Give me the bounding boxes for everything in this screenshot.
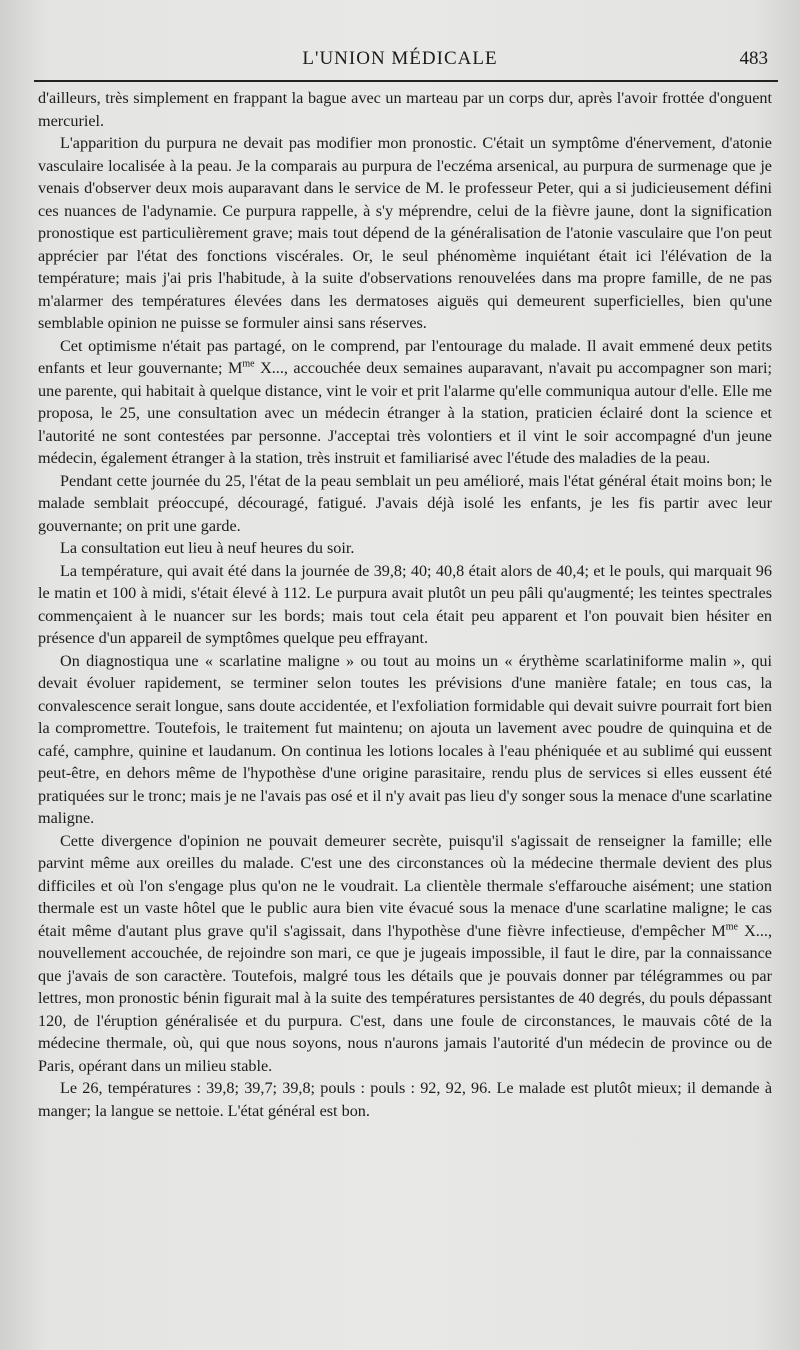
paragraph: d'ailleurs, très simplement en frappant la bague avec un marteau par un corps dur, après l'avoir frottée d'onguent mercuriel. (38, 89, 772, 130)
header-rule (34, 80, 778, 82)
article-body (38, 87, 772, 1122)
paragraph-text: X..., accouchée deux semaines auparavant, n'avait pu accompagner son mari; une parente, qui habitait à quelque distance, vint le voir et prit l'alarme qu'elle communiqua autour d'elle. Elle me proposa, le 25, une consultation avec un médecin étranger à la station, praticien éclairé dont la science et l'autorité ne sont contestées par personne. J'acceptai très volontiers et il vint le soir accompagné d'un jeune médecin, également étranger à la station, très instruit et familiarisé avec l'étude des maladies de la peau. (38, 359, 772, 467)
paragraph-text: Cet optimisme n'était pas partagé, on le comprend, par l'entourage du malade. Il avait emmené deux petits enfants et leur gouvernante; M (38, 336, 772, 377)
paragraph: La température, qui avait été dans la journée de 39,8; 40; 40,8 était alors de 40,4; et le pouls, qui marquait 96 le matin et 100 à midi, s'était élevé à 112. Le purpura avait plutôt un peu pâli qu'augmenté; les teintes spectrales commençaient à le nuancer sur les bords; mais tout cela était peu apparent et l'on pouvait bien hésiter en présence d'un appareil de symptômes quelque peu effrayant. (38, 561, 772, 647)
superscript: me (725, 921, 738, 933)
paragraph (38, 335, 772, 470)
paragraph: Pendant cette journée du 25, l'état de la peau semblait un peu amélioré, mais l'état général était moins bon; le malade semblait préoccupé, découragé, fatigué. J'avais déjà isolé les enfants, je les fis partir avec leur gouvernante; on prit une garde. (38, 471, 772, 535)
superscript: me (242, 358, 255, 370)
paragraph: Le 26, températures : 39,8; 39,7; 39,8; pouls : pouls : 92, 92, 96. Le malade est plutôt mieux; il demande à manger; la langue se nettoie. L'état général est bon. (38, 1079, 772, 1120)
paragraph: On diagnostiqua une « scarlatine maligne » ou tout au moins un « érythème scarlatiniforme malin », qui devait évoluer rapidement, se terminer selon toutes les prévisions d'une manière fatale; en tous cas, la convalescence serait longue, sans doute accidentée, et l'exfoliation formidable qui devait suivre pourrait fort bien la compromettre. Toutefois, le traitement fut maintenu; on ajouta un lavement avec poudre de quinquina et de café, camphre, quinine et laudanum. On continua les lotions locales à l'eau phéniquée et au sublimé qui eussent peut-être, en dehors même de l'hypothèse d'une origine parasitaire, rendu plus de services si elles eussent été pratiquées sur le tronc; mais je ne l'avais pas osé et il n'y avait pas lieu d'y songer sous la menace d'une scarlatine maligne. (38, 651, 772, 827)
paragraph (38, 830, 772, 1078)
page-number: 483 (739, 48, 768, 69)
paragraph-text: X..., nouvellement accouchée, de rejoindre son mari, ce que je jugeais impossible, il faut le dire, par la connaissance que j'avais de son caractère. Toutefois, malgré tous les détails que je pouvais donner par télégrammes ou par lettres, mon pronostic bénin figurait mal à la suite des températures persistantes de 40 degrés, du pouls dépassant 120, de l'éruption généralisée et du purpura. C'est, dans une foule de circonstances, le mauvais côté de la médecine thermale, où, qui que nous soyons, nous n'aurons jamais l'autorité d'un médecin de province ou de Paris, opérant dans un milieu stable. (38, 921, 772, 1075)
running-title: L'UNION MÉDICALE (302, 48, 498, 69)
paragraph: La consultation eut lieu à neuf heures du soir. (60, 539, 355, 557)
paragraph: L'apparition du purpura ne devait pas modifier mon pronostic. C'était un symptôme d'énervement, d'atonie vasculaire localisée à la peau. Je la comparais au purpura de l'eczéma arsenical, au purpura de surmenage que je venais d'observer deux mois auparavant dans le service de M. le professeur Peter, qui a si judicieusement défini ces nuances de l'adynamie. Ce purpura rappelle, à s'y méprendre, celui de la fièvre jaune, dont la signification pronostique est particulièrement grave; mais tout dépend de la généralisation de l'atonie vasculaire que l'on peut apprécier par l'état des fonctions viscérales. Or, le seul phénomème inquiétant était ici l'élévation de la température; mais j'ai pris l'habitude, à la suite d'observations renouvelées dans ma propre famille, de ne pas m'alarmer des températures élevées dans les dermatoses aiguës qui demeurent superficielles, bien qu'une semblable opinion ne puisse se formuler ainsi sans réserves. (38, 134, 772, 332)
paragraph-text: Cette divergence d'opinion ne pouvait demeurer secrète, puisqu'il s'agissait de renseigner la famille; elle parvint même aux oreilles du malade. C'est une des circonstances où la médecine thermale devient des plus difficiles et où l'on s'engage plus qu'on ne le voudrait. La clientèle thermale s'effarouche aisément; une station thermale est un vaste hôtel que le public aura bien vite évacué sous la menace d'une scarlatine maligne; le cas était même d'autant plus grave qu'il s'agissait, dans l'hypothèse d'une fièvre infectieuse, d'empêcher M (38, 831, 772, 940)
page-header (30, 44, 770, 78)
